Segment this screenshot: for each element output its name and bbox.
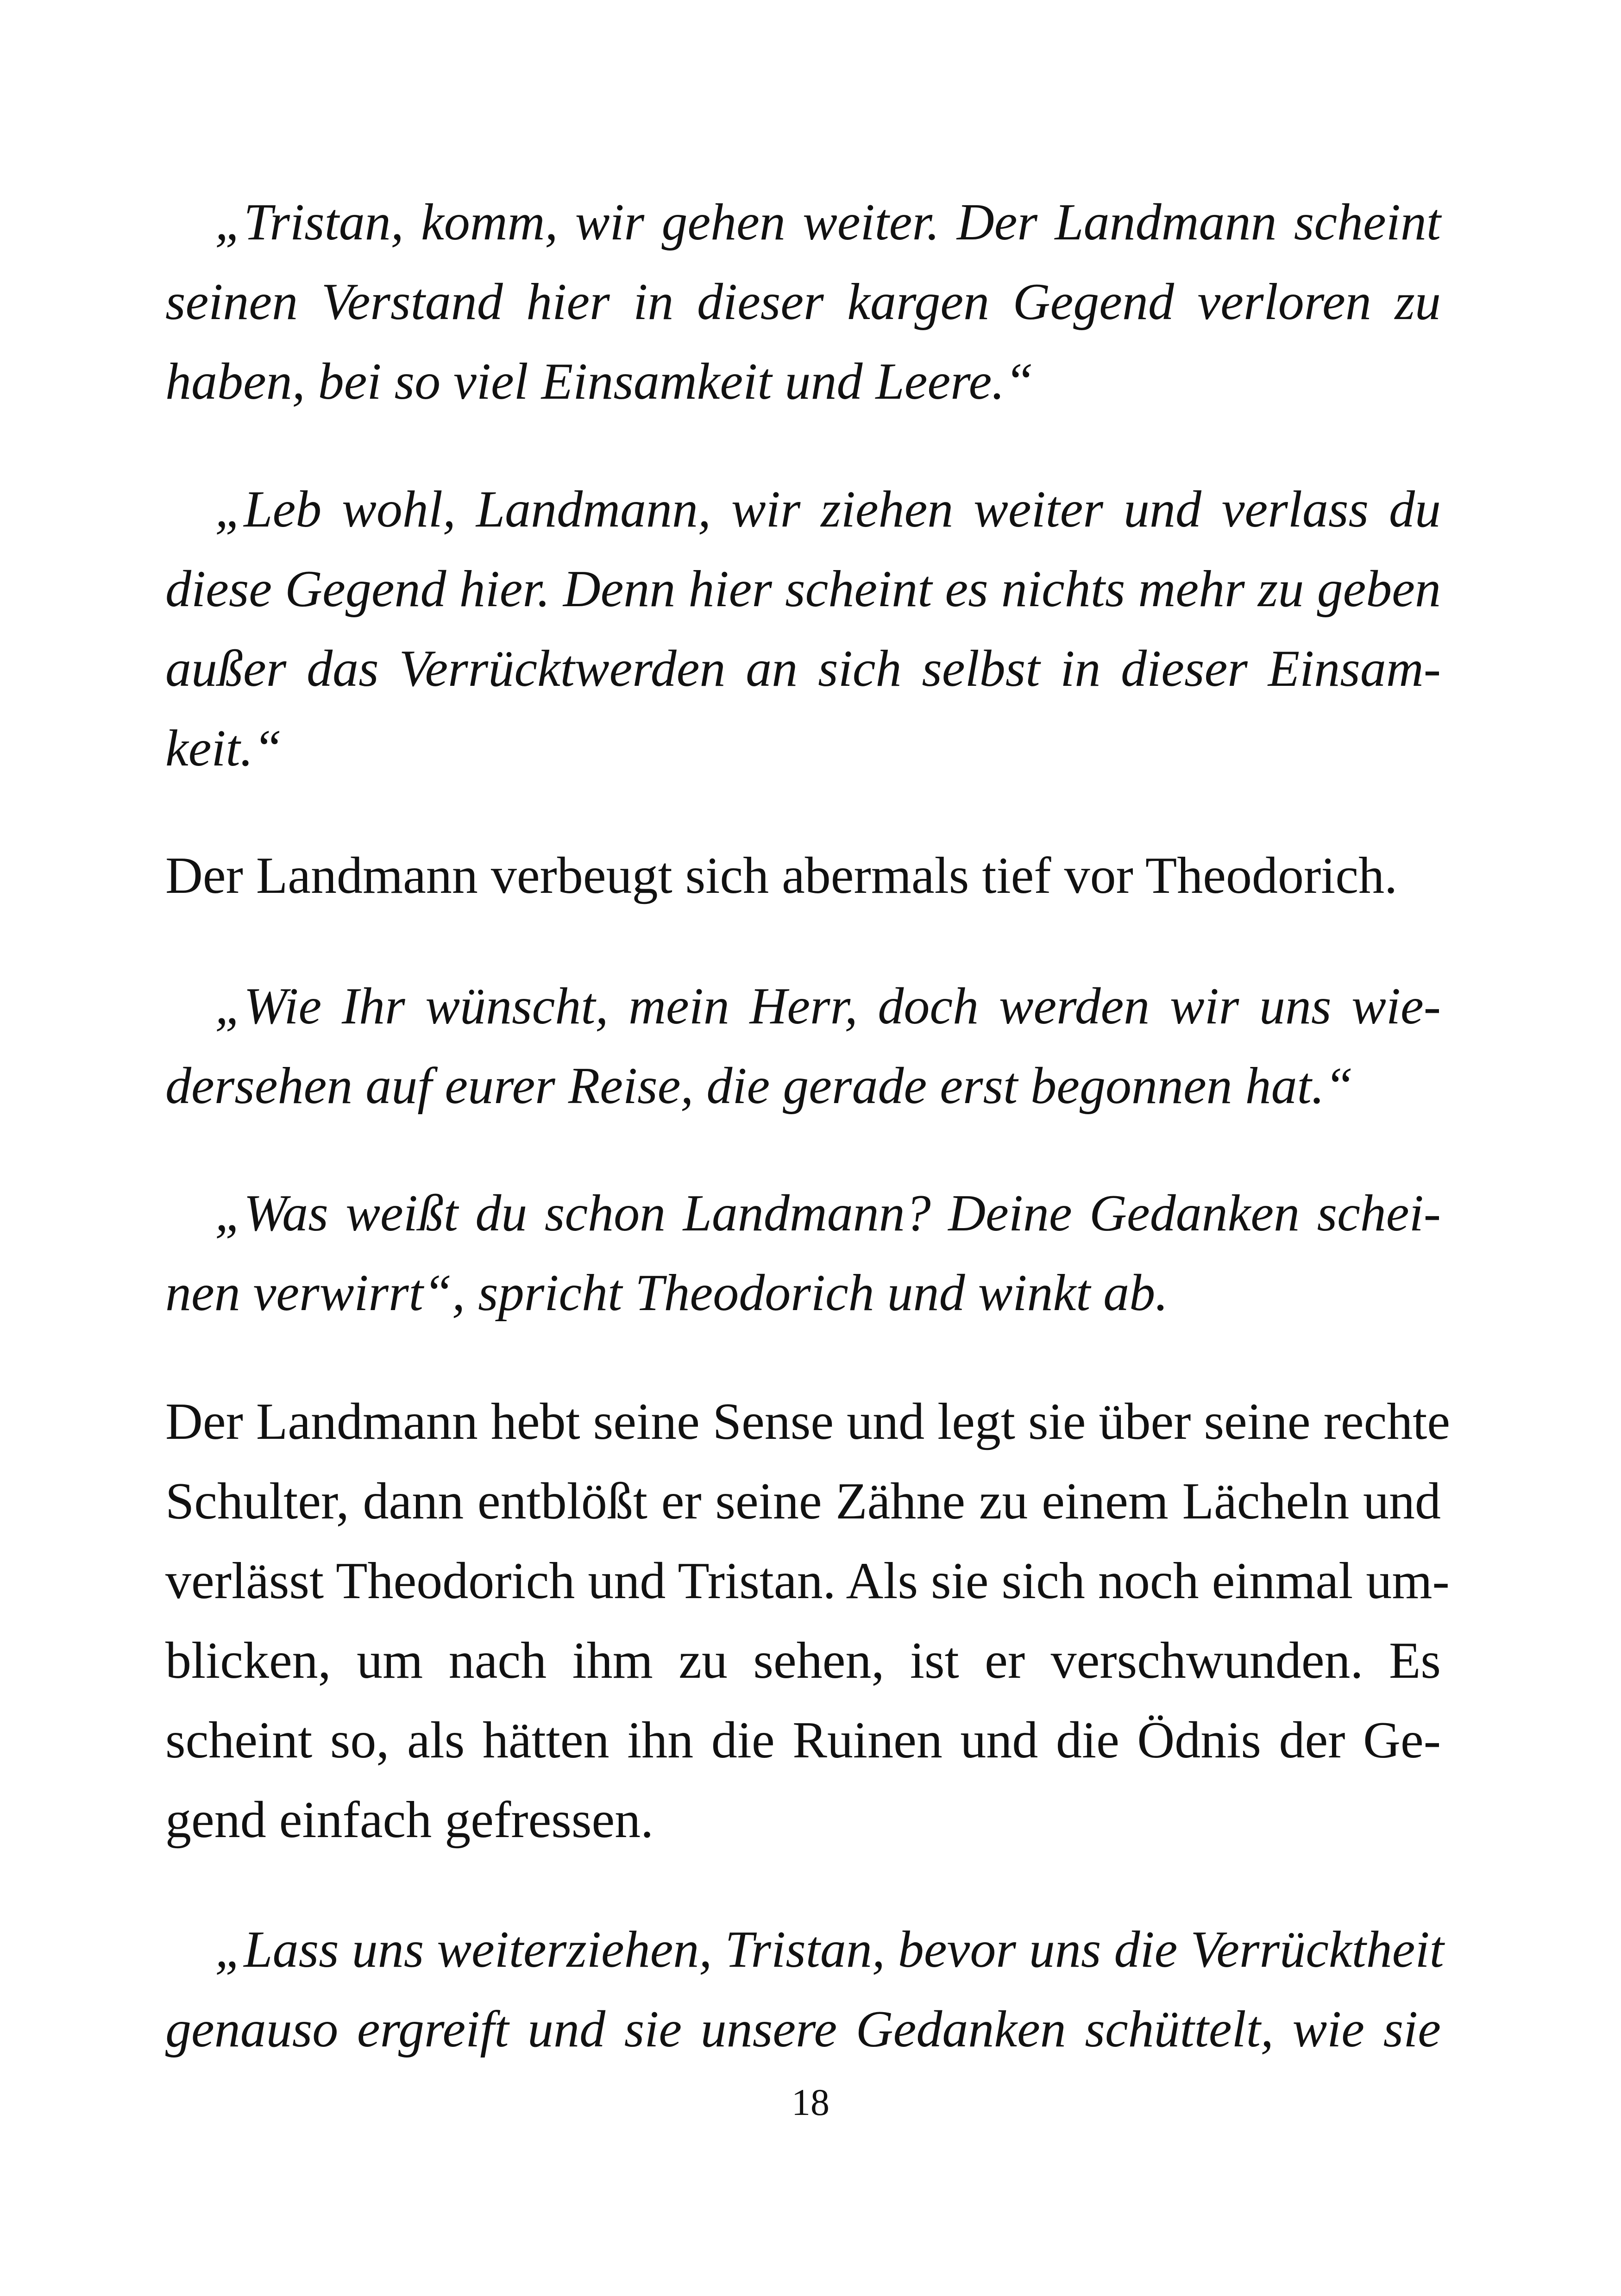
paragraph-6-line-1: Der Landmann hebt seine Sense und legt sie über seine rechte <box>165 1393 1451 1450</box>
paragraph-3-line-1: Der Landmann verbeugt sich abermals tief vor Theodorich. <box>165 847 1398 904</box>
paragraph-2-line-1: „Leb wohl, Landmann, wir ziehen weiter und verlass du <box>215 481 1441 538</box>
paragraph-6-line-2: Schulter, dann entblößt er seine Zähne zu einem Lächeln und <box>165 1473 1441 1530</box>
paragraph-6 <box>165 1382 1451 1860</box>
paragraph-2-line-4: keit.“ <box>165 720 282 777</box>
paragraph-3 <box>165 836 1441 916</box>
paragraph-7-line-2: genauso ergreift und sie unsere Gedanken schüttelt, wie sie <box>165 2001 1441 2058</box>
paragraph-4 <box>165 966 1441 1126</box>
paragraph-1-line-2: seinen Verstand hier in dieser kargen Gegend verloren zu <box>165 273 1441 331</box>
paragraph-6-line-5: scheint so, als hätten ihn die Ruinen und die Ödnis der Ge- <box>165 1712 1441 1769</box>
paragraph-2-line-2: diese Gegend hier. Denn hier scheint es nichts mehr zu geben <box>165 560 1441 618</box>
paragraph-1-line-3: haben, bei so viel Einsamkeit und Leere.“ <box>165 353 1034 410</box>
paragraph-5-line-2: nen verwirrt“, spricht Theodorich und winkt ab. <box>165 1264 1169 1322</box>
paragraph-6-line-3: verlässt Theodorich und Tristan. Als sie sich noch einmal um- <box>165 1552 1450 1610</box>
paragraph-6-line-6: gend einfach gefressen. <box>165 1791 654 1849</box>
paragraph-4-line-1: „Wie Ihr wünscht, mein Herr, doch werden wir uns wie- <box>215 978 1441 1035</box>
paragraph-1-line-1: „Tristan, komm, wir gehen weiter. Der Landmann scheint <box>215 194 1441 251</box>
paragraph-6-line-4: blicken, um nach ihm zu sehen, ist er verschwunden. Es <box>165 1632 1441 1689</box>
paragraph-5 <box>165 1173 1441 1333</box>
page-number: 18 <box>792 2081 829 2123</box>
paragraph-2 <box>165 470 1441 788</box>
paragraph-5-line-1: „Was weißt du schon Landmann? Deine Gedanken schei- <box>215 1185 1441 1242</box>
paragraph-1 <box>165 182 1441 421</box>
paragraph-4-line-2: dersehen auf eurer Reise, die gerade erst begonnen hat.“ <box>165 1057 1354 1115</box>
paragraph-2-line-3: außer das Verrücktwerden an sich selbst in dieser Einsam- <box>165 640 1441 697</box>
paragraph-7 <box>165 1910 1444 2069</box>
paragraph-7-line-1: „Lass uns weiterziehen, Tristan, bevor uns die Verrücktheit <box>215 1921 1444 1978</box>
